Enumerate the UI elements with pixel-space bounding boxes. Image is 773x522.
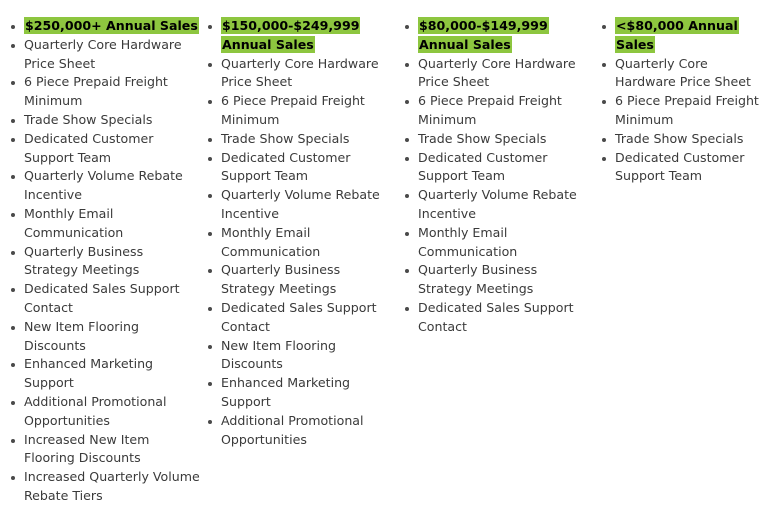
benefit-item: Quarterly Core Hardware Price Sheet (10, 36, 200, 74)
tier-heading: $80,000-$149,999 Annual Sales (419, 18, 548, 52)
benefit-item: Trade Show Specials (207, 130, 397, 149)
benefit-item: Quarterly Volume Rebate Incentive (10, 167, 200, 205)
benefit-item: Trade Show Specials (404, 130, 594, 149)
benefit-item: Quarterly Volume Rebate Incentive (404, 186, 594, 224)
benefit-item: Quarterly Business Strategy Meetings (10, 243, 200, 281)
benefit-item: 6 Piece Prepaid Freight Minimum (207, 92, 397, 130)
benefit-item: Dedicated Sales Support Contact (10, 280, 200, 318)
tier-heading: $250,000+ Annual Sales (25, 18, 198, 33)
benefit-item: Enhanced Marketing Support (10, 355, 200, 393)
tier-heading-item (10, 17, 200, 36)
benefit-item: New Item Flooring Discounts (207, 337, 397, 375)
tier-column-150k-249k (207, 17, 397, 449)
benefit-item: Quarterly Business Strategy Meetings (404, 261, 594, 299)
benefit-item: 6 Piece Prepaid Freight Minimum (601, 92, 771, 130)
benefit-item: Increased New Item Flooring Discounts (10, 431, 200, 469)
benefit-item: Dedicated Sales Support Contact (207, 299, 397, 337)
benefit-item: Quarterly Volume Rebate Incentive (207, 186, 397, 224)
benefit-item: Dedicated Customer Support Team (601, 149, 771, 187)
benefit-list (10, 17, 200, 506)
benefit-item: New Item Flooring Discounts (10, 318, 200, 356)
tier-heading-item (207, 17, 397, 55)
tier-column-250k-plus (10, 17, 200, 506)
benefit-item: Enhanced Marketing Support (207, 374, 397, 412)
benefit-item: Additional Promotional Opportunities (207, 412, 397, 450)
benefit-item: Monthly Email Communication (10, 205, 200, 243)
benefit-item: Dedicated Customer Support Team (10, 130, 200, 168)
tier-heading-item (404, 17, 594, 55)
tier-column-80k-149k (404, 17, 594, 337)
benefit-list (207, 17, 397, 449)
tier-column-under-80k (601, 17, 771, 186)
benefit-item: Monthly Email Communication (404, 224, 594, 262)
benefit-item: 6 Piece Prepaid Freight Minimum (404, 92, 594, 130)
benefit-list (404, 17, 594, 337)
benefit-item: Increased Quarterly Volume Rebate Tiers (10, 468, 200, 506)
benefit-item: Quarterly Core Hardware Price Sheet (207, 55, 397, 93)
benefit-item: Dedicated Sales Support Contact (404, 299, 594, 337)
benefit-item: Trade Show Specials (601, 130, 771, 149)
benefit-item: Quarterly Core Hardware Price Sheet (601, 55, 771, 93)
benefit-list (601, 17, 771, 186)
benefit-item: Dedicated Customer Support Team (404, 149, 594, 187)
tier-heading-item (601, 17, 771, 55)
benefit-item: Trade Show Specials (10, 111, 200, 130)
tier-heading: <$80,000 Annual Sales (616, 18, 738, 52)
tier-heading: $150,000-$249,999 Annual Sales (222, 18, 360, 52)
benefit-item: Additional Promotional Opportunities (10, 393, 200, 431)
benefit-item: 6 Piece Prepaid Freight Minimum (10, 73, 200, 111)
benefit-item: Dedicated Customer Support Team (207, 149, 397, 187)
benefit-item: Quarterly Business Strategy Meetings (207, 261, 397, 299)
benefit-item: Quarterly Core Hardware Price Sheet (404, 55, 594, 93)
benefit-item: Monthly Email Communication (207, 224, 397, 262)
